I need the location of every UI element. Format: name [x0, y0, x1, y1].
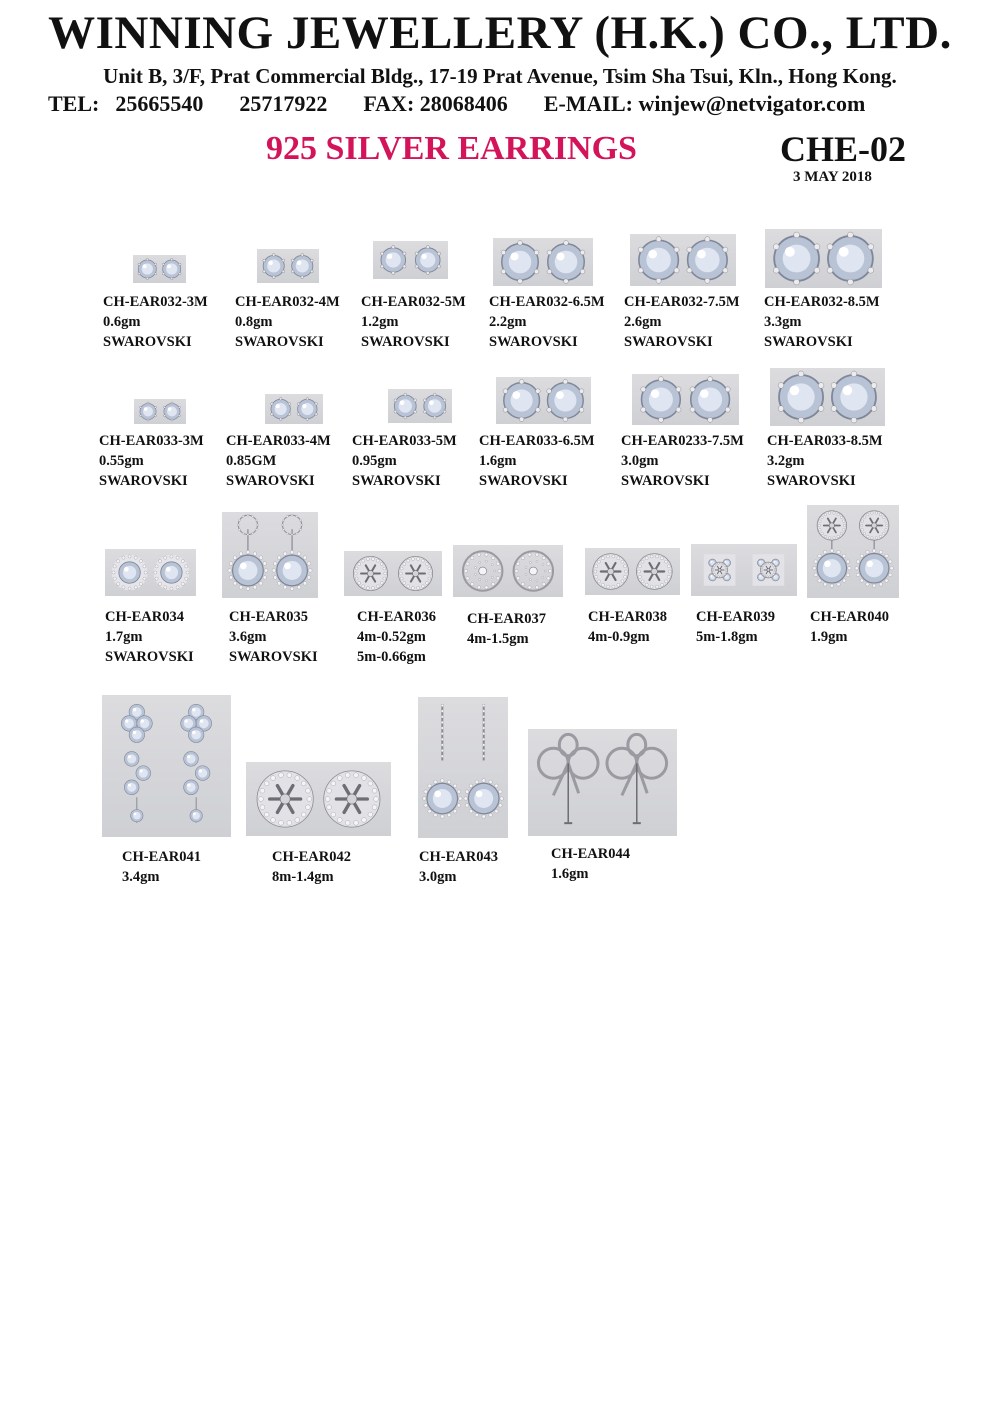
product-stone: SWAROVSKI: [621, 473, 710, 489]
company-address: Unit B, 3/F, Prat Commercial Bldg., 17-19 Prat Avenue, Tsim Sha Tsui, Kln., Hong Kong.: [103, 64, 897, 88]
product-weight: 0.95gm: [352, 453, 397, 469]
product-weight: 3.0gm: [419, 869, 457, 885]
product-code: CH-EAR036: [357, 609, 436, 625]
product-photo: [453, 545, 563, 597]
product-stone: SWAROVSKI: [226, 473, 315, 489]
product-stone: SWAROVSKI: [764, 334, 853, 350]
product-code: CH-EAR041: [122, 849, 201, 865]
company-name: WINNING JEWELLERY (H.K.) CO., LTD.: [48, 7, 952, 59]
product-photo: [246, 762, 391, 836]
product-weight: 0.8gm: [235, 314, 273, 330]
product-code: CH-EAR039: [696, 609, 775, 625]
product-code: CH-EAR033-3M: [99, 433, 204, 449]
product-illustration: [691, 544, 797, 596]
product-illustration: [265, 394, 323, 424]
catalog-code: CHE-02: [780, 129, 906, 169]
product-weight: 3.6gm: [229, 629, 267, 645]
product-code: CH-EAR033-8.5M: [767, 433, 883, 449]
product-code: CH-EAR0233-7.5M: [621, 433, 744, 449]
product-illustration: [765, 229, 882, 288]
product-code: CH-EAR034: [105, 609, 184, 625]
product-stone: SWAROVSKI: [479, 473, 568, 489]
product-weight: 2.6gm: [624, 314, 662, 330]
product-code: CH-EAR043: [419, 849, 498, 865]
tel-number-2: 25717922: [239, 91, 328, 116]
product-illustration: [373, 241, 448, 279]
product-photo: [528, 729, 677, 836]
product-weight: 3.2gm: [767, 453, 805, 469]
product-photo: [344, 551, 442, 596]
product-photo: [373, 241, 448, 279]
product-code: CH-EAR032-4M: [235, 294, 340, 310]
product-illustration: [134, 399, 186, 424]
product-weight: 4m-0.52gm: [357, 629, 426, 645]
product-illustration: [246, 762, 391, 836]
product-stone: 5m-0.66gm: [357, 649, 426, 665]
product-code: CH-EAR037: [467, 611, 546, 627]
product-weight: 1.6gm: [551, 866, 589, 882]
product-stone: SWAROVSKI: [489, 334, 578, 350]
product-weight: 1.2gm: [361, 314, 399, 330]
contact-line: [48, 91, 901, 117]
product-code: CH-EAR033-4M: [226, 433, 331, 449]
product-stone: SWAROVSKI: [624, 334, 713, 350]
product-photo: [493, 238, 593, 286]
product-photo: [265, 394, 323, 424]
product-illustration: [133, 255, 186, 283]
product-stone: SWAROVSKI: [99, 473, 188, 489]
product-stone: SWAROVSKI: [352, 473, 441, 489]
product-illustration: [105, 549, 196, 596]
product-photo: [632, 374, 739, 425]
product-photo: [133, 255, 186, 283]
product-illustration: [344, 551, 442, 596]
product-weight: 1.9gm: [810, 629, 848, 645]
product-photo: [807, 505, 899, 598]
product-code: CH-EAR042: [272, 849, 351, 865]
product-weight: 5m-1.8gm: [696, 629, 758, 645]
product-code: CH-EAR032-8.5M: [764, 294, 880, 310]
product-photo: [134, 399, 186, 424]
catalog-date: 3 MAY 2018: [793, 169, 872, 185]
product-stone: SWAROVSKI: [229, 649, 318, 665]
product-illustration: [630, 234, 736, 286]
product-illustration: [453, 545, 563, 597]
product-illustration: [632, 374, 739, 425]
product-weight: 3.0gm: [621, 453, 659, 469]
product-illustration: [585, 548, 680, 595]
product-illustration: [496, 377, 591, 424]
product-code: CH-EAR035: [229, 609, 308, 625]
product-illustration: [528, 729, 677, 836]
product-stone: SWAROVSKI: [103, 334, 192, 350]
product-weight: 0.6gm: [103, 314, 141, 330]
product-weight: 8m-1.4gm: [272, 869, 334, 885]
product-photo: [691, 544, 797, 596]
product-code: CH-EAR032-7.5M: [624, 294, 740, 310]
product-photo: [770, 368, 885, 426]
product-weight: 0.85GM: [226, 453, 277, 469]
tel-label: TEL:: [48, 91, 100, 116]
product-weight: 1.6gm: [479, 453, 517, 469]
tel-number-1: 25665540: [115, 91, 204, 116]
product-photo: [765, 229, 882, 288]
product-code: CH-EAR044: [551, 846, 630, 862]
product-code: CH-EAR040: [810, 609, 889, 625]
product-illustration: [388, 389, 452, 423]
product-photo: [630, 234, 736, 286]
product-illustration: [257, 249, 319, 283]
product-photo: [102, 695, 231, 837]
product-photo: [388, 389, 452, 423]
product-photo: [496, 377, 591, 424]
fax-number: FAX: 28068406: [363, 91, 508, 116]
product-photo: [418, 697, 508, 838]
product-illustration: [770, 368, 885, 426]
product-code: CH-EAR033-5M: [352, 433, 457, 449]
product-photo: [105, 549, 196, 596]
product-stone: SWAROVSKI: [235, 334, 324, 350]
product-weight: 1.7gm: [105, 629, 143, 645]
product-code: CH-EAR032-3M: [103, 294, 208, 310]
product-photo: [585, 548, 680, 595]
product-illustration: [807, 505, 899, 598]
product-illustration: [418, 697, 508, 838]
product-stone: SWAROVSKI: [767, 473, 856, 489]
product-code: CH-EAR032-5M: [361, 294, 466, 310]
product-weight: 4m-0.9gm: [588, 629, 650, 645]
email-address: E-MAIL: winjew@netvigator.com: [543, 91, 866, 116]
product-code: CH-EAR038: [588, 609, 667, 625]
product-illustration: [102, 695, 231, 837]
product-weight: 0.55gm: [99, 453, 144, 469]
product-illustration: [222, 512, 318, 598]
product-weight: 3.4gm: [122, 869, 160, 885]
product-weight: 2.2gm: [489, 314, 527, 330]
product-code: CH-EAR033-6.5M: [479, 433, 595, 449]
product-weight: 4m-1.5gm: [467, 631, 529, 647]
product-stone: SWAROVSKI: [105, 649, 194, 665]
product-code: CH-EAR032-6.5M: [489, 294, 605, 310]
product-weight: 3.3gm: [764, 314, 802, 330]
product-photo: [257, 249, 319, 283]
product-illustration: [493, 238, 593, 286]
product-photo: [222, 512, 318, 598]
catalog-title: 925 SILVER EARRINGS: [266, 130, 637, 167]
product-stone: SWAROVSKI: [361, 334, 450, 350]
